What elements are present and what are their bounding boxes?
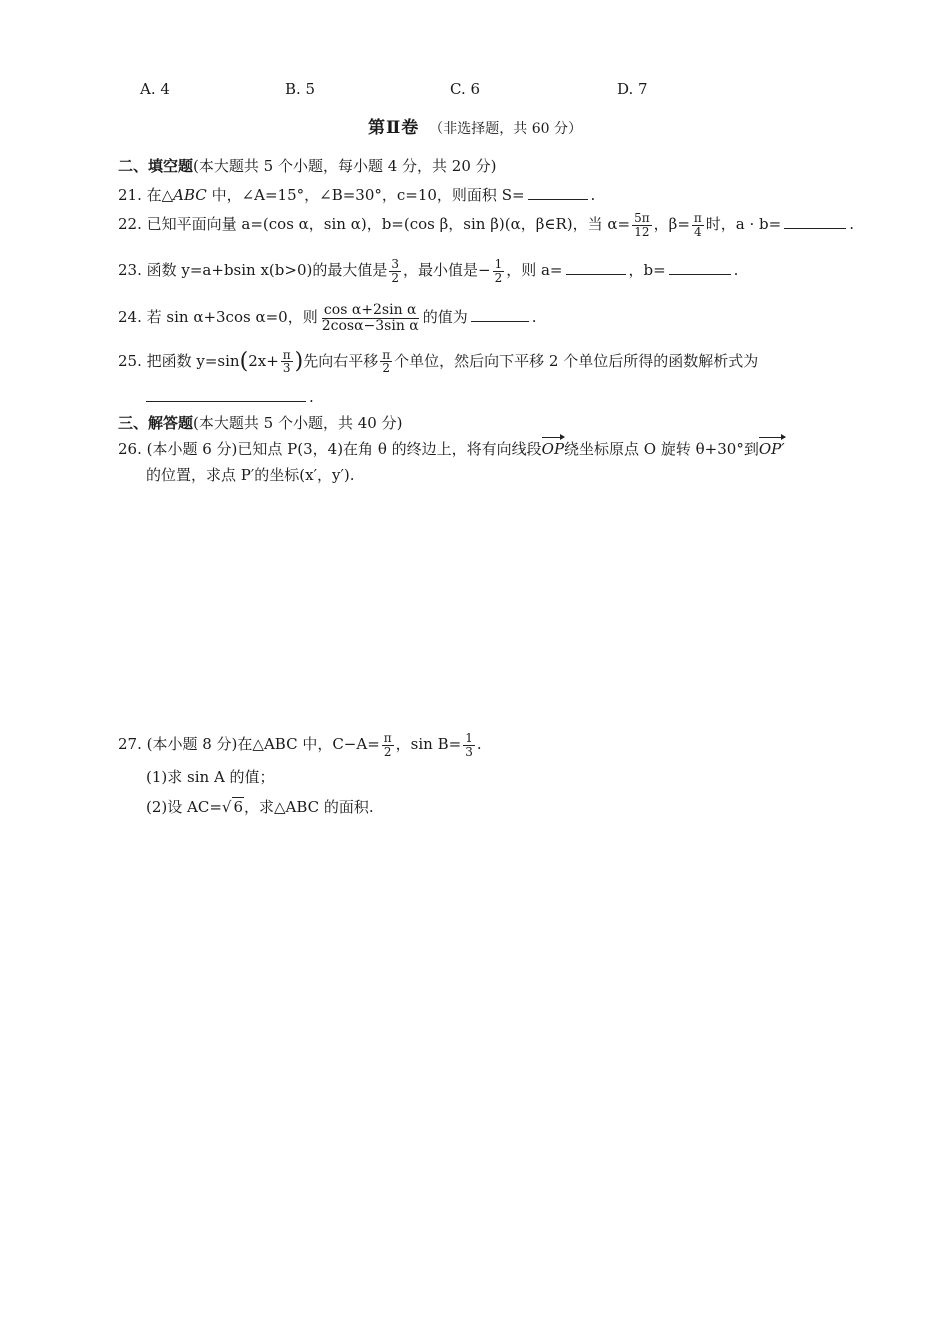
- question-26-line2: 的位置，求点 P′的坐标(x′，y′).: [146, 466, 355, 484]
- solve-heading-label: 三、解答题: [118, 414, 194, 432]
- q23-tail: ，则 a=: [506, 261, 563, 280]
- q27-part2-prefix: (2)设 AC=: [146, 798, 222, 816]
- q25-end: .: [309, 388, 314, 406]
- section-title-sub: （非选择题，共 60 分）: [429, 121, 583, 137]
- question-25-answer-line: [146, 388, 314, 407]
- q22-prefix: 22. 已知平面向量: [118, 215, 242, 234]
- q23-end: .: [733, 261, 739, 280]
- answer-blank[interactable]: [784, 227, 846, 229]
- frac-num: π: [282, 347, 291, 362]
- frac-den: 3: [282, 361, 291, 376]
- section-title-main: 第Ⅱ卷: [367, 118, 420, 138]
- fill-in-heading: [118, 157, 497, 176]
- answer-blank-b[interactable]: [669, 273, 731, 275]
- frac-den: 2: [391, 270, 399, 285]
- frac-num: π: [382, 347, 391, 362]
- q22-tail: 时，a · b=: [705, 215, 782, 234]
- frac-num: 1: [494, 257, 503, 271]
- q25-tail: 个单位，然后向下平移 2 个单位后所得的函数解析式为: [394, 351, 759, 370]
- frac-den: 12: [634, 224, 650, 239]
- question-21: [118, 186, 595, 205]
- frac-den: 2: [383, 744, 392, 759]
- answer-blank[interactable]: [471, 320, 529, 322]
- q21-mid: 中，∠A=15°，∠B=30°，c=10，则面积 S=: [206, 186, 525, 204]
- q22-end: .: [849, 215, 854, 234]
- sqrt-sign: √: [221, 798, 232, 816]
- frac-num: 1: [465, 731, 473, 745]
- q22-def: a=(cos α，sin α)，b=(cos β，sin β)(α，β∈R)，当 α=: [241, 215, 631, 234]
- q23-mid: ，最小值是−: [403, 261, 491, 280]
- vector-op-prime: OP′: [758, 440, 785, 458]
- section-title: [0, 118, 950, 139]
- q26-prefix: 26. (本小题 6 分)已知点 P(3，4)在角 θ 的终边上，将有向线段: [118, 440, 542, 458]
- q22-mid: ，β=: [653, 215, 690, 234]
- frac-num: 3: [391, 257, 399, 271]
- fill-in-heading-label: 二、填空题: [118, 157, 194, 175]
- q25-prefix: 25. 把函数 y=sin: [118, 351, 240, 370]
- frac-num: π: [693, 211, 702, 225]
- q25-inner: 2x+: [248, 351, 279, 370]
- q23-prefix: 23. 函数 y=a+bsin x(b>0)的最大值是: [118, 261, 388, 280]
- answer-blank[interactable]: [146, 400, 306, 402]
- q25-mid: 先向右平移: [303, 351, 379, 370]
- question-25: [118, 348, 758, 376]
- question-23: [118, 258, 738, 284]
- q21-prefix: 21. 在△: [118, 186, 174, 204]
- frac-den: 3: [465, 744, 473, 759]
- frac-den: 2cosα−3sin α: [321, 317, 419, 334]
- q21-end: .: [590, 186, 596, 204]
- frac-den: 2: [382, 361, 391, 376]
- q23-frac-max: [389, 258, 401, 284]
- frac-num: π: [383, 731, 392, 745]
- question-27: [118, 732, 482, 758]
- answer-blank-a[interactable]: [566, 273, 626, 275]
- q21-abc: ABC: [173, 186, 207, 204]
- q23-frac-min: [493, 258, 505, 284]
- q24-frac: [320, 303, 421, 333]
- right-paren: ): [294, 349, 304, 374]
- answer-blank[interactable]: [528, 198, 588, 200]
- solve-heading-note: (本大题共 5 个小题，共 40 分): [193, 414, 403, 432]
- question-27-part-1: (1)求 sin A 的值；: [146, 768, 275, 786]
- q22-frac-alpha: [632, 212, 652, 238]
- option-c: C. 6: [450, 80, 481, 98]
- frac-den: 4: [694, 224, 702, 239]
- q24-end: .: [531, 308, 537, 327]
- question-24: [118, 303, 537, 333]
- solve-heading: [118, 414, 402, 433]
- fill-in-heading-note: (本大题共 5 个小题，每小题 4 分，共 20 分): [193, 157, 497, 175]
- q22-frac-beta: [692, 212, 704, 238]
- frac-den: 2: [494, 270, 503, 285]
- q24-tail: 的值为: [422, 308, 468, 327]
- q27-part2-tail: ，求△ABC 的面积.: [244, 798, 374, 816]
- q25-frac-move: [380, 349, 392, 375]
- option-a: A. 4: [140, 80, 170, 98]
- question-27-part-2: [146, 798, 374, 817]
- q27-frac-third: [463, 732, 475, 758]
- sqrt-value: 6: [233, 798, 244, 816]
- frac-num: cos α+2sin α: [323, 302, 417, 318]
- q25-frac-shift: [281, 349, 293, 375]
- q27-mid: ，sin B=: [395, 735, 462, 754]
- frac-num: 5π: [634, 211, 650, 225]
- q27-prefix: 27. (本小题 8 分)在△ABC 中，C−A=: [118, 735, 380, 754]
- option-d: D. 7: [617, 80, 648, 98]
- option-b: B. 5: [285, 80, 316, 98]
- question-22: [118, 212, 854, 238]
- q27-end: .: [476, 735, 482, 754]
- q26-mid: 绕坐标原点 O 旋转 θ+30°到: [564, 440, 759, 458]
- left-paren: (: [239, 349, 249, 374]
- q27-frac-pi2: [382, 732, 394, 758]
- q24-prefix: 24. 若 sin α+3cos α=0，则: [118, 308, 318, 327]
- q23-b-label: ，b=: [628, 261, 666, 280]
- question-26: [118, 440, 785, 459]
- vector-op: OP: [541, 440, 565, 458]
